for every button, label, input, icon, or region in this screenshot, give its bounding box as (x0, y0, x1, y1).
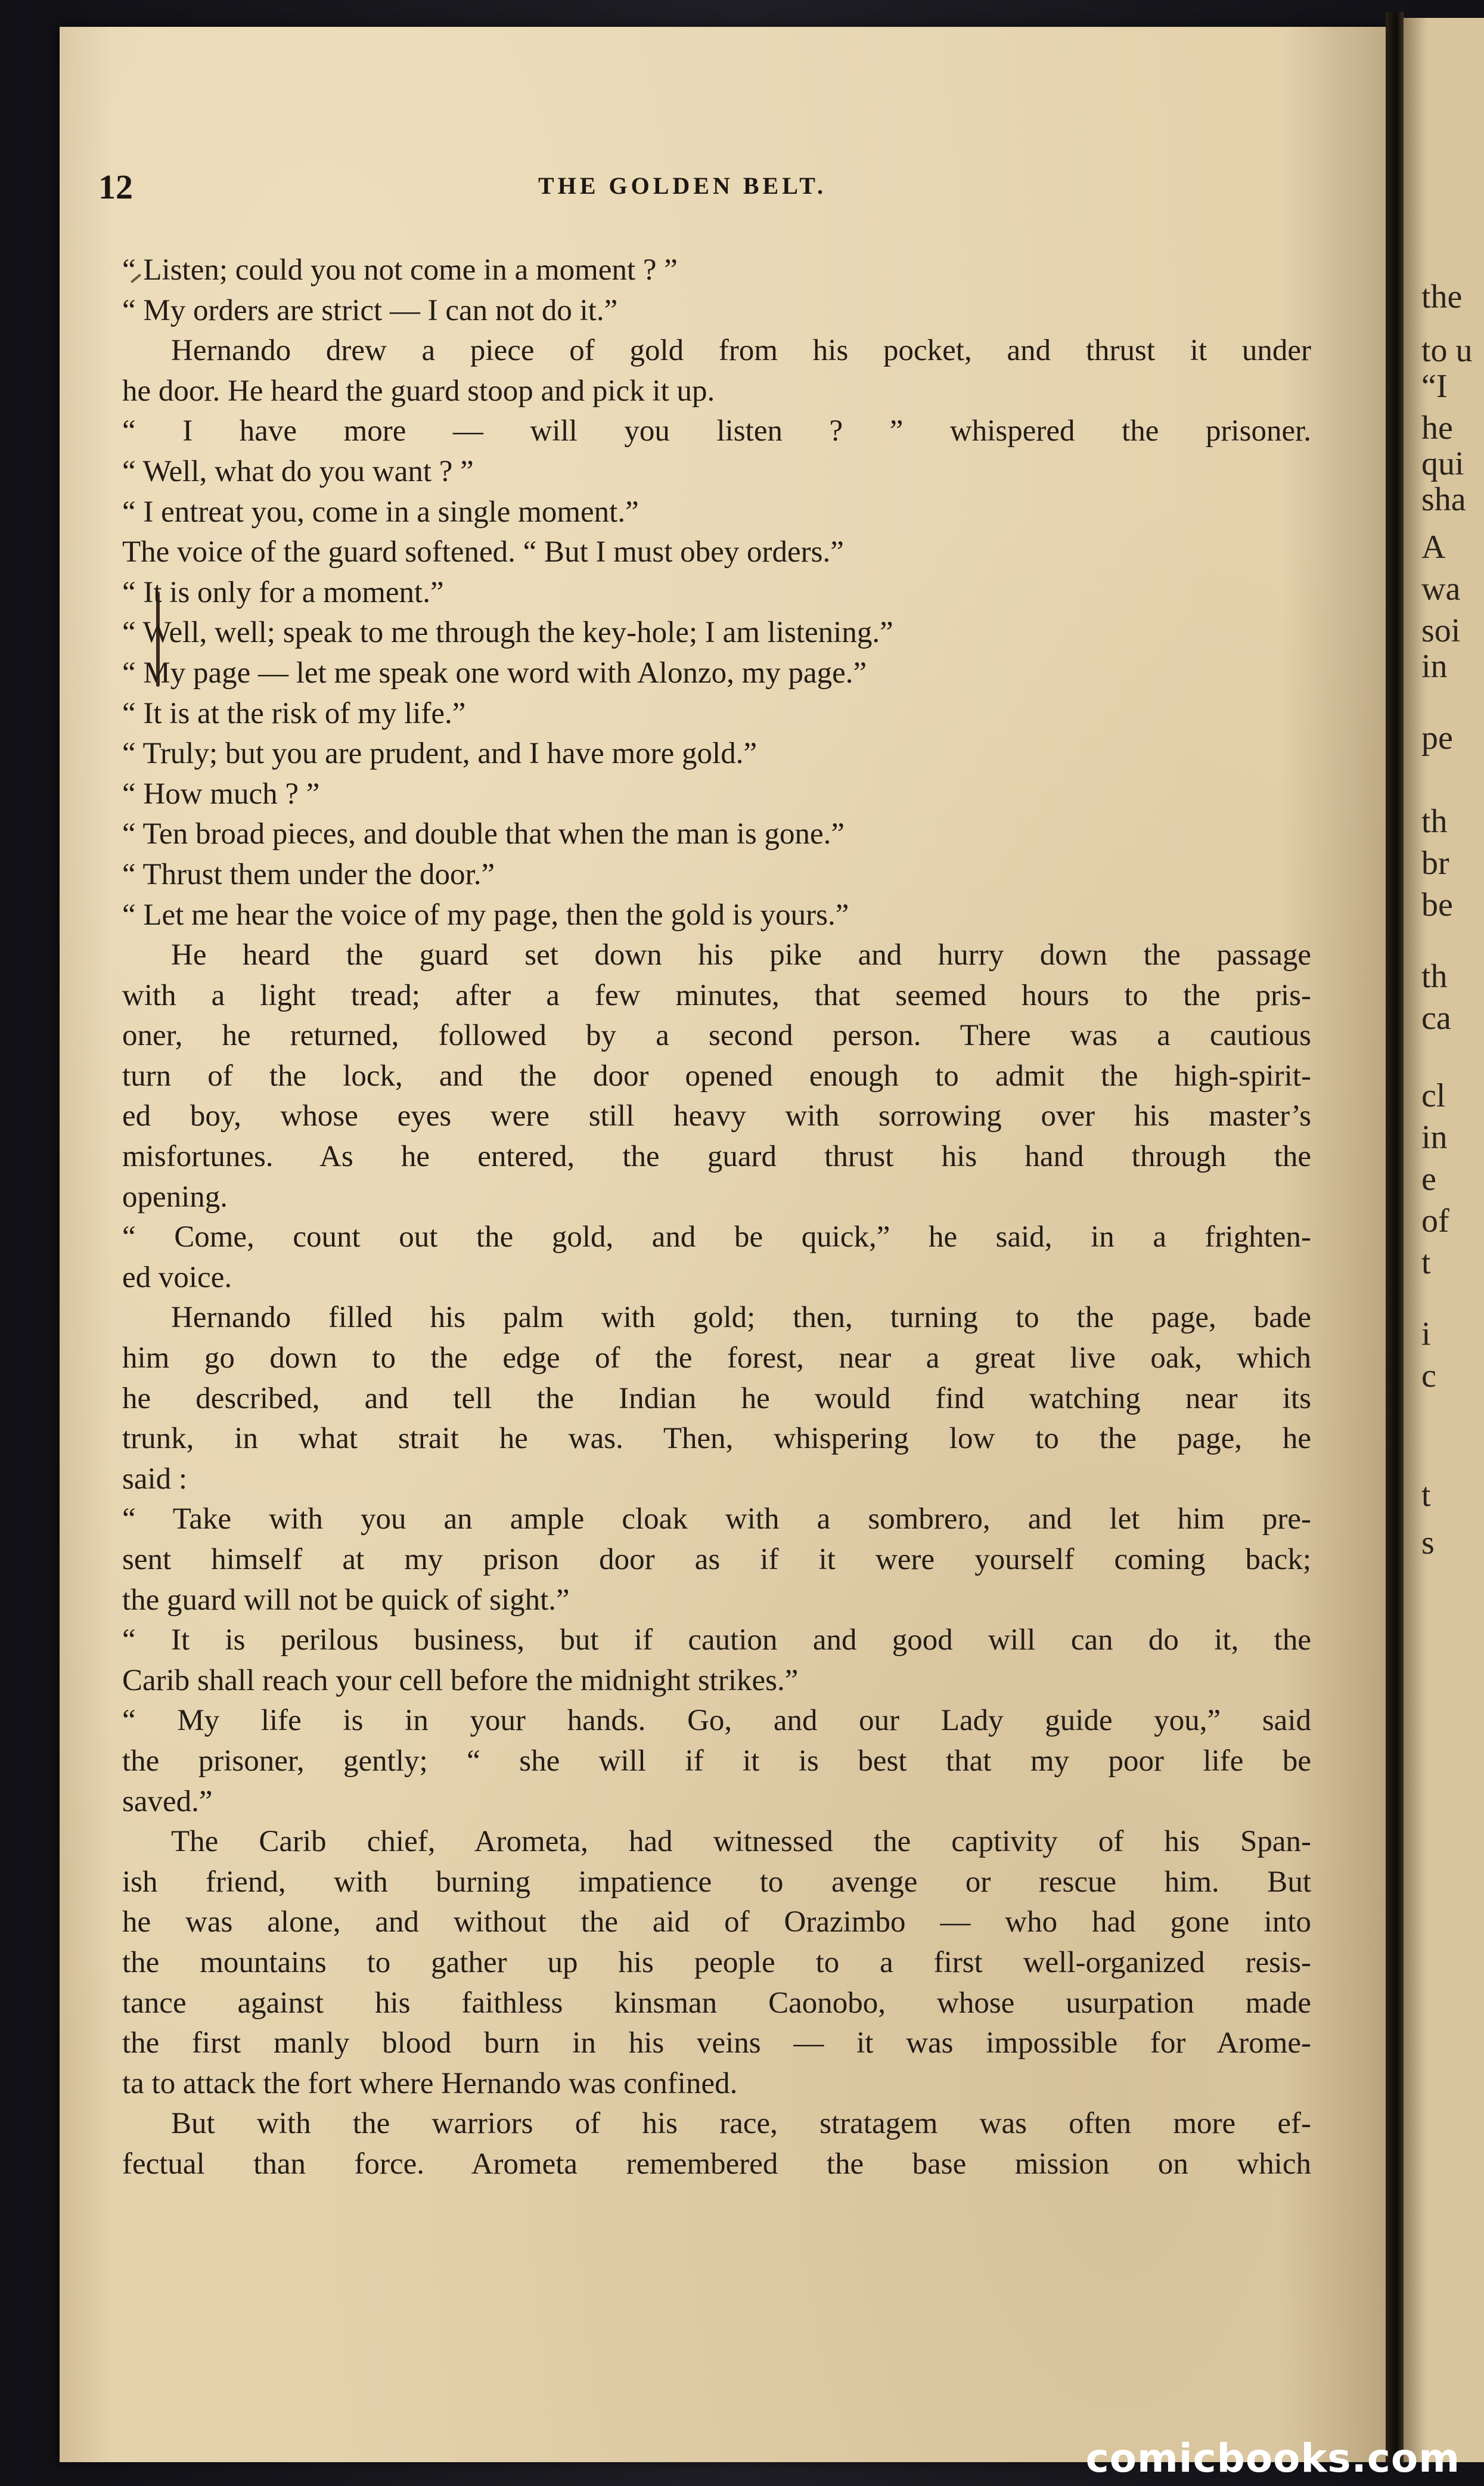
text-line: “ Ten broad pieces, and double that when the man is gone.” (122, 817, 845, 851)
facing-page-fragment: soi (1421, 612, 1461, 649)
body-text (122, 250, 1311, 2185)
facing-page-fragment: th (1421, 958, 1448, 995)
text-line: ish friend, with burning impatience to avenge or rescue him. But (122, 1865, 1311, 1899)
text-line: trunk, in what strait he was. Then, whispering low to the page, he (122, 1422, 1311, 1456)
text-line: “ Let me hear the voice of my page, then the gold is yours.” (122, 898, 849, 932)
text-line: ed voice. (122, 1260, 232, 1294)
text-line: “ My page — let me speak one word with Alonzo, my page.” (122, 656, 867, 690)
facing-page-fragment: t (1421, 1244, 1431, 1281)
facing-page-fragment: be (1421, 886, 1453, 923)
text-line: the mountains to gather up his people to a first well-organized resis- (122, 1945, 1311, 1979)
running-head (98, 167, 1266, 215)
text-line: “ How much ? ” (122, 777, 320, 811)
facing-page-fragment: qui (1421, 445, 1464, 482)
text-line: “ I have more — will you listen ? ” whispered the prisoner. (122, 414, 1311, 448)
watermark: comicbooks.com (1085, 2435, 1460, 2481)
text-line: “ I entreat you, come in a single moment.” (122, 495, 639, 529)
running-title: THE GOLDEN BELT. (538, 172, 827, 199)
text-line: turn of the lock, and the door opened enough to admit the high-spirit- (122, 1059, 1311, 1093)
facing-page-fragment: br (1421, 845, 1449, 882)
text-line: “ Listen; could you not come in a moment ? ” (122, 253, 678, 287)
text-line: the prisoner, gently; “ she will if it is best that my poor life be (122, 1744, 1311, 1778)
text-line: “ Come, count out the gold, and be quick,” he said, in a frighten- (122, 1220, 1311, 1254)
text-line: “ Take with you an ample cloak with a sombrero, and let him pre- (122, 1502, 1311, 1536)
text-line: “ It is perilous business, but if caution and good will can do it, the (122, 1623, 1311, 1657)
page-gutter (1386, 12, 1404, 2462)
page-number: 12 (98, 168, 133, 206)
facing-page-fragment: t (1421, 1477, 1431, 1514)
text-line: he described, and tell the Indian he would find watching near its (122, 1381, 1311, 1415)
facing-page-fragment: the (1421, 278, 1463, 315)
facing-page-edge (1404, 18, 1484, 2462)
text-line: opening. (122, 1180, 228, 1214)
text-line: But with the warriors of his race, stratagem was often more ef- (171, 2107, 1311, 2141)
text-line: “ It is only for a moment.” (122, 575, 444, 609)
facing-page-fragment: wa (1421, 571, 1461, 607)
facing-page-fragment: c (1421, 1357, 1436, 1394)
text-line: “ Truly; but you are prudent, and I have more gold.” (122, 737, 757, 771)
text-line: the guard will not be quick of sight.” (122, 1583, 570, 1617)
facing-page-fragment: in (1421, 648, 1448, 685)
text-line: he door. He heard the guard stoop and pick it up. (122, 374, 715, 408)
text-line: tance against his faithless kinsman Caonobo, whose usurpation made (122, 1986, 1311, 2020)
text-line: “ Well, well; speak to me through the key-hole; I am listening.” (122, 616, 893, 650)
text-line: fectual than force. Arometa remembered the base mission on which (122, 2147, 1311, 2181)
text-line: The voice of the guard softened. “ But I must obey orders.” (122, 535, 844, 569)
text-line: he was alone, and without the aid of Orazimbo — who had gone into (122, 1905, 1311, 1939)
text-line: the first manly blood burn in his veins — it was impossible for Arome- (122, 2026, 1311, 2060)
facing-page-fragment: e (1421, 1161, 1436, 1198)
facing-page-fragment: “I (1421, 368, 1448, 405)
text-line: him go down to the edge of the forest, near a great live oak, which (122, 1341, 1311, 1375)
text-line: “ My orders are strict — I can not do it.” (122, 293, 618, 327)
text-line: The Carib chief, Arometa, had witnessed the captivity of his Span- (171, 1825, 1311, 1859)
facing-page-fragment: cl (1421, 1077, 1446, 1114)
facing-page-fragment: i (1421, 1316, 1431, 1353)
text-line: He heard the guard set down his pike and hurry down the passage (171, 938, 1311, 972)
text-line: misfortunes. As he entered, the guard thrust his hand through the (122, 1140, 1311, 1174)
text-line: Carib shall reach your cell before the midnight strikes.” (122, 1663, 799, 1697)
text-line: Hernando drew a piece of gold from his pocket, and thrust it under (171, 334, 1311, 368)
text-line: “ My life is in your hands. Go, and our Lady guide you,” said (122, 1704, 1311, 1738)
text-line: “ It is at the risk of my life.” (122, 696, 466, 730)
facing-page-fragment: A (1421, 529, 1446, 566)
text-line: ta to attack the fort where Hernando was confined. (122, 2066, 738, 2100)
text-line: saved.” (122, 1784, 213, 1818)
facing-page-fragment: th (1421, 803, 1448, 840)
facing-page-fragment: to u (1421, 332, 1473, 369)
facing-page-fragment: in (1421, 1119, 1448, 1156)
facing-page-fragment: of (1421, 1202, 1449, 1239)
text-line: “ Well, what do you want ? ” (122, 454, 474, 488)
text-line: said : (122, 1462, 188, 1496)
text-line: oner, he returned, followed by a second person. There was a cautious (122, 1019, 1311, 1053)
text-line: sent himself at my prison door as if it were yourself coming back; (122, 1543, 1311, 1576)
facing-page-fragment: s (1421, 1524, 1435, 1561)
text-line: Hernando filled his palm with gold; then, turning to the page, bade (171, 1301, 1311, 1335)
facing-page-fragment: he (1421, 410, 1453, 447)
text-line: with a light tread; after a few minutes, that seemed hours to the pris- (122, 978, 1311, 1012)
facing-page-fragment: pe (1421, 720, 1453, 757)
facing-page-fragment: ca (1421, 1000, 1451, 1037)
facing-page-fragment: sha (1421, 481, 1466, 518)
text-line: ed boy, whose eyes were still heavy with sorrowing over his master’s (122, 1099, 1311, 1133)
text-line: “ Thrust them under the door.” (122, 857, 495, 891)
